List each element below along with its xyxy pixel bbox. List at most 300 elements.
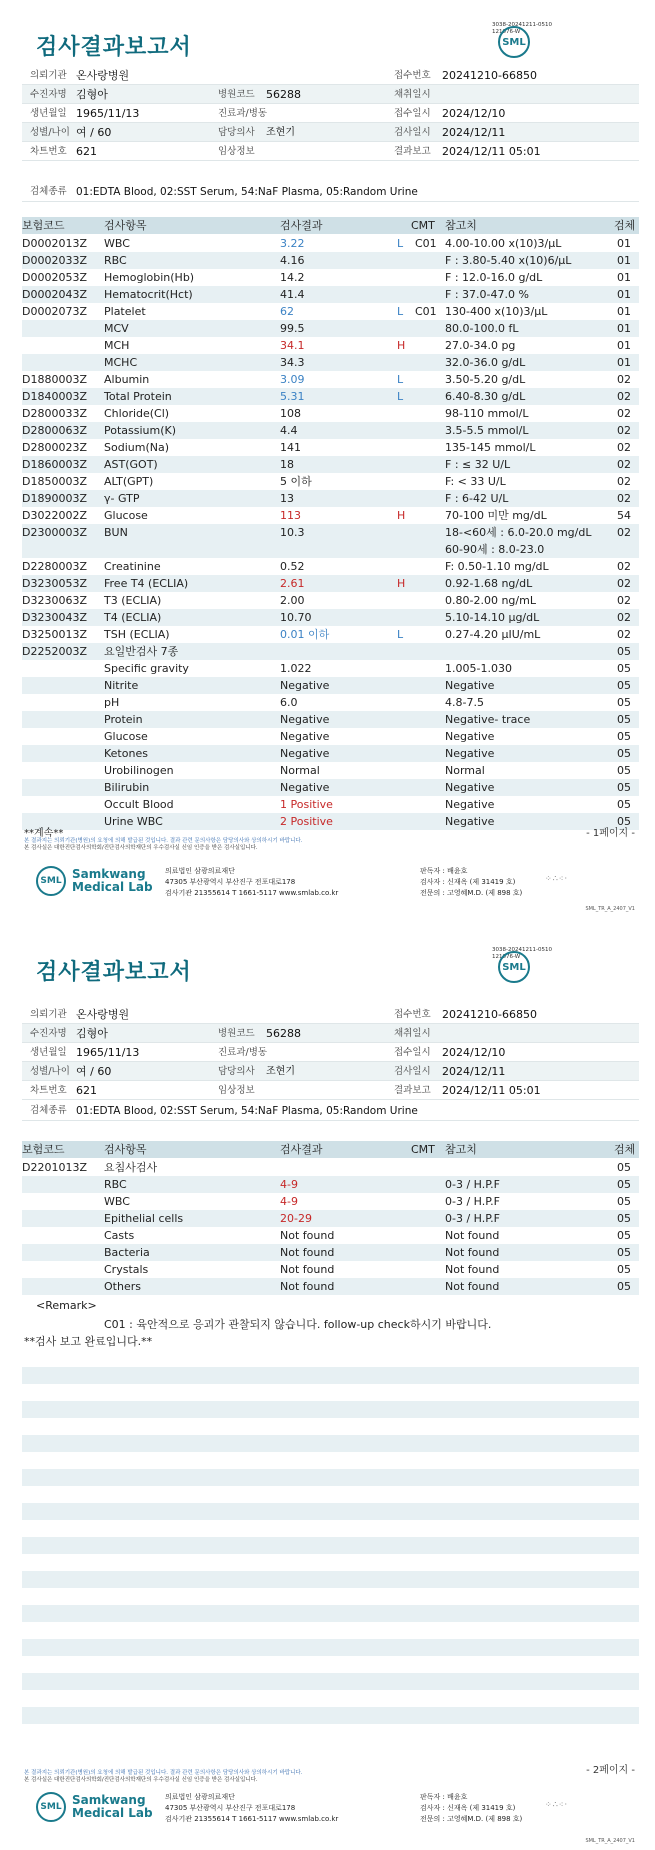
specimen-code: 05 xyxy=(617,1212,631,1225)
table-row xyxy=(22,490,639,507)
specimen-code: 05 xyxy=(617,1178,631,1191)
test-item: MCV xyxy=(104,322,129,335)
header-code: 보험코드 xyxy=(22,219,65,232)
test-result: Not found xyxy=(280,1246,335,1259)
complete-text: **검사 보고 완료입니다.** xyxy=(24,1335,153,1348)
specimen-code: 02 xyxy=(617,577,631,590)
reference-range: Not found xyxy=(445,1280,500,1293)
test-result: 13 xyxy=(280,492,294,505)
table-row xyxy=(22,711,639,728)
patient-value: 김형아 xyxy=(76,88,108,101)
empty-row xyxy=(22,1588,639,1605)
test-result: Negative xyxy=(280,730,330,743)
sml-logo-icon: SML xyxy=(498,26,530,58)
patient-value: 김형아 xyxy=(76,1027,108,1040)
report-page-1 xyxy=(0,0,655,920)
specimen-code: 02 xyxy=(617,424,631,437)
receipt-date-label: 접수일시 xyxy=(394,108,431,119)
notice-line-2: 본 검사실은 대한진단검사의학회/진단검사의학재단의 우수검사실 신임 인증을 받은 검사실입니다. xyxy=(24,845,258,851)
reference-range: Negative- trace xyxy=(445,713,531,726)
specimen-code: 02 xyxy=(617,594,631,607)
table-row xyxy=(22,677,639,694)
test-result: 4-9 xyxy=(280,1178,298,1191)
table-row xyxy=(22,269,639,286)
reference-range: 98-110 mmol/L xyxy=(445,407,529,420)
test-result: 113 xyxy=(280,509,301,522)
report-label: 결과보고 xyxy=(394,1085,431,1096)
insurance-code: D0002053Z xyxy=(22,271,87,284)
test-item: WBC xyxy=(104,1195,130,1208)
chart-value: 621 xyxy=(76,145,97,158)
test-result: 3.22 xyxy=(280,237,305,250)
receipt-no-value: 20241210-66850 xyxy=(442,1008,537,1021)
table-row xyxy=(22,507,639,524)
specimen-code: 02 xyxy=(617,475,631,488)
table-row xyxy=(22,779,639,796)
table-row xyxy=(22,388,639,405)
test-result: 0.01 이하 xyxy=(280,628,330,641)
empty-row xyxy=(22,1367,639,1384)
table-row xyxy=(22,1193,639,1210)
reference-range: Not found xyxy=(445,1263,500,1276)
specimen-code: 02 xyxy=(617,628,631,641)
header-spec: 검체 xyxy=(614,219,636,232)
specimen-code: 05 xyxy=(617,1280,631,1293)
empty-row xyxy=(22,1690,639,1707)
test-item: WBC xyxy=(104,237,130,250)
specimen-code: 05 xyxy=(617,1229,631,1242)
specimen-label: 검체종류 xyxy=(30,186,67,197)
insurance-code: D1860003Z xyxy=(22,458,87,471)
specimen-code: 05 xyxy=(617,1195,631,1208)
empty-row xyxy=(22,1418,639,1435)
test-item: ALT(GPT) xyxy=(104,475,154,488)
test-item: Protein xyxy=(104,713,143,726)
header-ref: 참고치 xyxy=(445,219,477,232)
table-row xyxy=(22,235,639,252)
test-item: Platelet xyxy=(104,305,146,318)
dob-label: 생년월일 xyxy=(30,1047,67,1058)
table-row xyxy=(22,609,639,626)
sexage-label: 성별/나이 xyxy=(30,1066,70,1077)
reference-range: 3.5-5.5 mmol/L xyxy=(445,424,529,437)
reference-range: Negative xyxy=(445,747,495,760)
reference-range: 27.0-34.0 pg xyxy=(445,339,516,352)
patient-label: 수진자명 xyxy=(30,1028,67,1039)
report-label: 결과보고 xyxy=(394,146,431,157)
empty-row xyxy=(22,1622,639,1639)
footer-signatures: 판독자 : 배윤호 검사자 : 신재옥 (제 31419 호) 전문의 : 고영혜M.D. (제 898 호) xyxy=(420,867,523,897)
document-id: 3038-20241211-0510 121076-W xyxy=(492,947,552,960)
test-result: 4.16 xyxy=(280,254,305,267)
sml-badge-icon: SML xyxy=(36,1792,66,1822)
reference-range: Negative xyxy=(445,730,495,743)
hospital-code-value: 56288 xyxy=(266,1027,301,1040)
specimen-row xyxy=(22,182,639,202)
receipt-no-label: 접수번호 xyxy=(394,1009,431,1020)
table-row xyxy=(22,575,639,592)
test-item: T4 (ECLIA) xyxy=(104,611,162,624)
specimen-code: 05 xyxy=(617,747,631,760)
empty-row xyxy=(22,1571,639,1588)
test-item: MCHC xyxy=(104,356,138,369)
dept-label: 진료과/병동 xyxy=(218,108,268,119)
hospital-code-label: 병원코드 xyxy=(218,1028,255,1039)
reference-range: 0-3 / H.P.F xyxy=(445,1212,500,1225)
table-row xyxy=(22,762,639,779)
insurance-code: D1850003Z xyxy=(22,475,87,488)
empty-row xyxy=(22,1537,639,1554)
doctor-value: 조현기 xyxy=(266,127,295,138)
dob-label: 생년월일 xyxy=(30,108,67,119)
client-label: 의뢰기관 xyxy=(30,1009,67,1020)
table-row xyxy=(22,337,639,354)
test-item: Others xyxy=(104,1280,141,1293)
result-flag: L xyxy=(397,390,404,403)
company-name: Samkwang Medical Lab xyxy=(72,1793,153,1820)
sml-badge-icon: SML xyxy=(36,866,66,896)
empty-row xyxy=(22,1503,639,1520)
test-item: Nitrite xyxy=(104,679,139,692)
test-result: 0.52 xyxy=(280,560,305,573)
collect-date-label: 채취일시 xyxy=(394,1028,431,1039)
test-result: 5.31 xyxy=(280,390,305,403)
specimen-code: 05 xyxy=(617,645,631,658)
report-title: 검사결과보고서 xyxy=(36,35,192,60)
test-item: TSH (ECLIA) xyxy=(104,628,170,641)
test-date-value: 2024/12/11 xyxy=(442,1065,506,1078)
report-title: 검사결과보고서 xyxy=(36,960,192,985)
test-item: Creatinine xyxy=(104,560,161,573)
test-result: 99.5 xyxy=(280,322,305,335)
header-spec: 검체 xyxy=(614,1143,636,1156)
reference-range: 80.0-100.0 fL xyxy=(445,322,519,335)
reference-range: Not found xyxy=(445,1246,500,1259)
test-item: RBC xyxy=(104,254,127,267)
signature-mark: ⁘∴⁖· xyxy=(545,1800,569,1809)
reference-range: 70-100 미만 mg/dL xyxy=(445,509,547,522)
signature-mark: ⁘∴⁖· xyxy=(545,874,569,883)
test-item: Bilirubin xyxy=(104,781,150,794)
notice-line-1: 본 결과지는 의뢰기관(병원)의 요청에 의해 발급된 것입니다. 결과 관련 문의사항은 담당의사와 상의하시기 바랍니다. xyxy=(24,838,303,844)
reference-range: F : 6-42 U/L xyxy=(445,492,509,505)
page-number: - 2페이지 - xyxy=(586,1765,635,1776)
test-item: MCH xyxy=(104,339,130,352)
patient-info xyxy=(22,66,639,161)
collect-date-label: 채취일시 xyxy=(394,89,431,100)
reference-range: Negative xyxy=(445,798,495,811)
table-row xyxy=(22,796,639,813)
test-item: Specific gravity xyxy=(104,662,189,675)
reference-range: F : 12.0-16.0 g/dL xyxy=(445,271,543,284)
reference-range: 0.92-1.68 ng/dL xyxy=(445,577,533,590)
test-item: T3 (ECLIA) xyxy=(104,594,162,607)
insurance-code: D3230063Z xyxy=(22,594,87,607)
receipt-date-value: 2024/12/10 xyxy=(442,1046,506,1059)
specimen-code: 05 xyxy=(617,679,631,692)
continued-text: **계속** xyxy=(24,828,64,839)
specimen-value: 01:EDTA Blood, 02:SST Serum, 54:NaF Plasma, 05:Random Urine xyxy=(76,186,418,198)
footer-logo xyxy=(36,1792,153,1822)
page-number: - 1페이지 - xyxy=(586,828,635,839)
reference-range: Not found xyxy=(445,1229,500,1242)
specimen-code: 05 xyxy=(617,1161,631,1174)
notice-line-2: 본 검사실은 대한진단검사의학회/진단검사의학재단의 우수검사실 신임 인증을 받은 검사실입니다. xyxy=(24,1777,258,1783)
test-item: Bacteria xyxy=(104,1246,150,1259)
result-flag: L xyxy=(397,305,404,318)
test-result: 141 xyxy=(280,441,301,454)
empty-rows xyxy=(22,1350,639,1741)
test-item: γ- GTP xyxy=(104,492,140,505)
specimen-code: 05 xyxy=(617,815,631,828)
reference-range: 3.50-5.20 g/dL xyxy=(445,373,526,386)
test-result: 2.61 xyxy=(280,577,305,590)
specimen-code: 01 xyxy=(617,237,631,250)
test-item: Total Protein xyxy=(104,390,172,403)
empty-row xyxy=(22,1384,639,1401)
patient-info xyxy=(22,1005,639,1100)
table-row xyxy=(22,371,639,388)
insurance-code: D2252003Z xyxy=(22,645,87,658)
specimen-code: 01 xyxy=(617,339,631,352)
insurance-code: D2800023Z xyxy=(22,441,87,454)
table-row xyxy=(22,354,639,371)
client-value: 온사랑병원 xyxy=(76,1008,130,1021)
specimen-code: 05 xyxy=(617,764,631,777)
test-result: 10.3 xyxy=(280,526,305,539)
test-item: Hemoglobin(Hb) xyxy=(104,271,195,284)
results-table-header xyxy=(22,1141,639,1158)
dept-label: 진료과/병동 xyxy=(218,1047,268,1058)
footer-signatures: 판독자 : 배윤호 검사자 : 신재옥 (제 31419 호) 전문의 : 고영혜M.D. (제 898 호) xyxy=(420,1793,523,1823)
insurance-code: D2300003Z xyxy=(22,526,87,539)
test-result: 108 xyxy=(280,407,301,420)
test-date-label: 검사일시 xyxy=(394,1066,431,1077)
reference-range: Negative xyxy=(445,679,495,692)
chart-label: 차트번호 xyxy=(30,146,67,157)
table-row xyxy=(22,1227,639,1244)
clinical-label: 임상정보 xyxy=(218,1085,255,1096)
specimen-code: 01 xyxy=(617,305,631,318)
reference-range: 0-3 / H.P.F xyxy=(445,1195,500,1208)
specimen-code: 05 xyxy=(617,662,631,675)
comment-code: C01 xyxy=(415,237,437,250)
reference-range: F : ≤ 32 U/L xyxy=(445,458,511,471)
table-row xyxy=(22,439,639,456)
table-row xyxy=(22,813,639,830)
test-item: AST(GOT) xyxy=(104,458,158,471)
table-row xyxy=(22,473,639,490)
table-row xyxy=(22,303,639,320)
reference-range: Negative xyxy=(445,781,495,794)
insurance-code: D0002073Z xyxy=(22,305,87,318)
comment-code: C01 xyxy=(415,305,437,318)
reference-range: 0-3 / H.P.F xyxy=(445,1178,500,1191)
specimen-code: 01 xyxy=(617,254,631,267)
specimen-code: 05 xyxy=(617,730,631,743)
test-item: Chloride(Cl) xyxy=(104,407,170,420)
empty-row xyxy=(22,1452,639,1469)
insurance-code: D0002033Z xyxy=(22,254,87,267)
test-item: Epithelial cells xyxy=(104,1212,184,1225)
reference-range: 0.27-4.20 μIU/mL xyxy=(445,628,541,641)
client-value: 온사랑병원 xyxy=(76,69,130,82)
insurance-code: D3250013Z xyxy=(22,628,87,641)
table-row xyxy=(22,643,639,660)
specimen-code: 02 xyxy=(617,390,631,403)
specimen-code: 02 xyxy=(617,441,631,454)
chart-value: 621 xyxy=(76,1084,97,1097)
test-result: Not found xyxy=(280,1280,335,1293)
reference-range: 5.10-14.10 μg/dL xyxy=(445,611,540,624)
header-ref: 참고치 xyxy=(445,1143,477,1156)
notice-line-1: 본 결과지는 의뢰기관(병원)의 요청에 의해 발급된 것입니다. 결과 관련 문의사항은 담당의사와 상의하시기 바랍니다. xyxy=(24,1770,303,1776)
reference-range: 1.005-1.030 xyxy=(445,662,512,675)
table-row xyxy=(22,1159,639,1176)
test-item: Glucose xyxy=(104,509,148,522)
header-item: 검사항목 xyxy=(104,219,147,232)
insurance-code: D0002043Z xyxy=(22,288,87,301)
insurance-code: D1880003Z xyxy=(22,373,87,386)
reference-range: F: < 33 U/L xyxy=(445,475,506,488)
reference-range: F : 37.0-47.0 % xyxy=(445,288,529,301)
test-result: Negative xyxy=(280,781,330,794)
specimen-code: 05 xyxy=(617,798,631,811)
table-row xyxy=(22,592,639,609)
chart-label: 차트번호 xyxy=(30,1085,67,1096)
table-row xyxy=(22,1244,639,1261)
sexage-value: 여 / 60 xyxy=(76,1065,112,1078)
specimen-code: 54 xyxy=(617,509,631,522)
form-code: SML_TR_A_2407_V1 xyxy=(585,906,635,912)
test-date-label: 검사일시 xyxy=(394,127,431,138)
table-row xyxy=(22,728,639,745)
hospital-code-label: 병원코드 xyxy=(218,89,255,100)
header-result: 검사결과 xyxy=(280,1143,323,1156)
report-value: 2024/12/11 05:01 xyxy=(442,1084,541,1097)
table-row xyxy=(22,1261,639,1278)
specimen-row xyxy=(22,1101,639,1121)
test-result: Not found xyxy=(280,1229,335,1242)
receipt-no-value: 20241210-66850 xyxy=(442,69,537,82)
test-item: Sodium(Na) xyxy=(104,441,169,454)
header-cmt: CMT xyxy=(411,219,435,232)
test-item: RBC xyxy=(104,1178,127,1191)
results-table-page-1 xyxy=(22,235,639,830)
footer-address: 의료법인 삼광의료재단 47305 부산광역시 부산진구 전포대로178 검사기관 21355614 T 1661-5117 www.smlab.co.kr xyxy=(165,1793,339,1823)
header-code: 보험코드 xyxy=(22,1143,65,1156)
test-result: Negative xyxy=(280,747,330,760)
test-result: 2 Positive xyxy=(280,815,333,828)
test-result: 6.0 xyxy=(280,696,298,709)
test-result: 4.4 xyxy=(280,424,298,437)
test-item: 요일반검사 7종 xyxy=(104,645,179,658)
sexage-label: 성별/나이 xyxy=(30,127,70,138)
test-item: Casts xyxy=(104,1229,135,1242)
test-result: Normal xyxy=(280,764,320,777)
reference-range: 6.40-8.30 g/dL xyxy=(445,390,526,403)
empty-row xyxy=(22,1605,639,1622)
client-label: 의뢰기관 xyxy=(30,70,67,81)
test-item: Glucose xyxy=(104,730,148,743)
test-result: 1 Positive xyxy=(280,798,333,811)
specimen-code: 01 xyxy=(617,356,631,369)
receipt-date-label: 접수일시 xyxy=(394,1047,431,1058)
empty-row xyxy=(22,1486,639,1503)
empty-row xyxy=(22,1401,639,1418)
empty-row xyxy=(22,1554,639,1571)
patient-label: 수진자명 xyxy=(30,89,67,100)
test-date-value: 2024/12/11 xyxy=(442,126,506,139)
document-id: 3038-20241211-0510 121076-W xyxy=(492,22,552,35)
reference-range: 0.80-2.00 ng/mL xyxy=(445,594,536,607)
table-row xyxy=(22,524,639,558)
dob-value: 1965/11/13 xyxy=(76,1046,140,1059)
doctor-value: 조현기 xyxy=(266,1066,295,1077)
doctor-label: 담당의사 xyxy=(218,1066,255,1077)
specimen-code: 02 xyxy=(617,407,631,420)
test-result: 18 xyxy=(280,458,294,471)
specimen-value: 01:EDTA Blood, 02:SST Serum, 54:NaF Plasma, 05:Random Urine xyxy=(76,1105,418,1117)
result-flag: L xyxy=(397,237,404,250)
remark-label: <Remark> xyxy=(36,1299,97,1312)
clinical-label: 임상정보 xyxy=(218,146,255,157)
reference-range: F : 3.80-5.40 x(10)6/μL xyxy=(445,254,572,267)
reference-range: 4.00-10.00 x(10)3/μL xyxy=(445,237,562,250)
sml-logo-icon: SML xyxy=(498,951,530,983)
test-item: Potassium(K) xyxy=(104,424,177,437)
table-row xyxy=(22,456,639,473)
test-result: 14.2 xyxy=(280,271,305,284)
table-row xyxy=(22,1176,639,1193)
table-row xyxy=(22,252,639,269)
reference-range: Negative xyxy=(445,815,495,828)
table-row xyxy=(22,694,639,711)
table-row xyxy=(22,660,639,677)
insurance-code: D1890003Z xyxy=(22,492,87,505)
company-name: Samkwang Medical Lab xyxy=(72,867,153,894)
insurance-code: D3230053Z xyxy=(22,577,87,590)
table-row xyxy=(22,320,639,337)
receipt-date-value: 2024/12/10 xyxy=(442,107,506,120)
insurance-code: D3022002Z xyxy=(22,509,87,522)
report-page-2 xyxy=(0,925,655,1845)
result-flag: H xyxy=(397,339,406,352)
results-table-header xyxy=(22,217,639,234)
specimen-code: 05 xyxy=(617,713,631,726)
test-item: pH xyxy=(104,696,120,709)
test-item: Occult Blood xyxy=(104,798,174,811)
header-cmt: CMT xyxy=(411,1143,435,1156)
specimen-code: 05 xyxy=(617,1263,631,1276)
receipt-no-label: 접수번호 xyxy=(394,70,431,81)
test-result: Not found xyxy=(280,1263,335,1276)
empty-row xyxy=(22,1350,639,1367)
test-item: Ketones xyxy=(104,747,148,760)
dob-value: 1965/11/13 xyxy=(76,107,140,120)
empty-row xyxy=(22,1639,639,1656)
test-item: Urobilinogen xyxy=(104,764,174,777)
results-table-page-2 xyxy=(22,1159,639,1295)
test-result: 4-9 xyxy=(280,1195,298,1208)
test-result: Negative xyxy=(280,713,330,726)
test-result: 62 xyxy=(280,305,294,318)
test-item: Urine WBC xyxy=(104,815,163,828)
doctor-label: 담당의사 xyxy=(218,127,255,138)
reference-range: 32.0-36.0 g/dL xyxy=(445,356,526,369)
empty-row xyxy=(22,1469,639,1486)
test-result: 10.70 xyxy=(280,611,312,624)
